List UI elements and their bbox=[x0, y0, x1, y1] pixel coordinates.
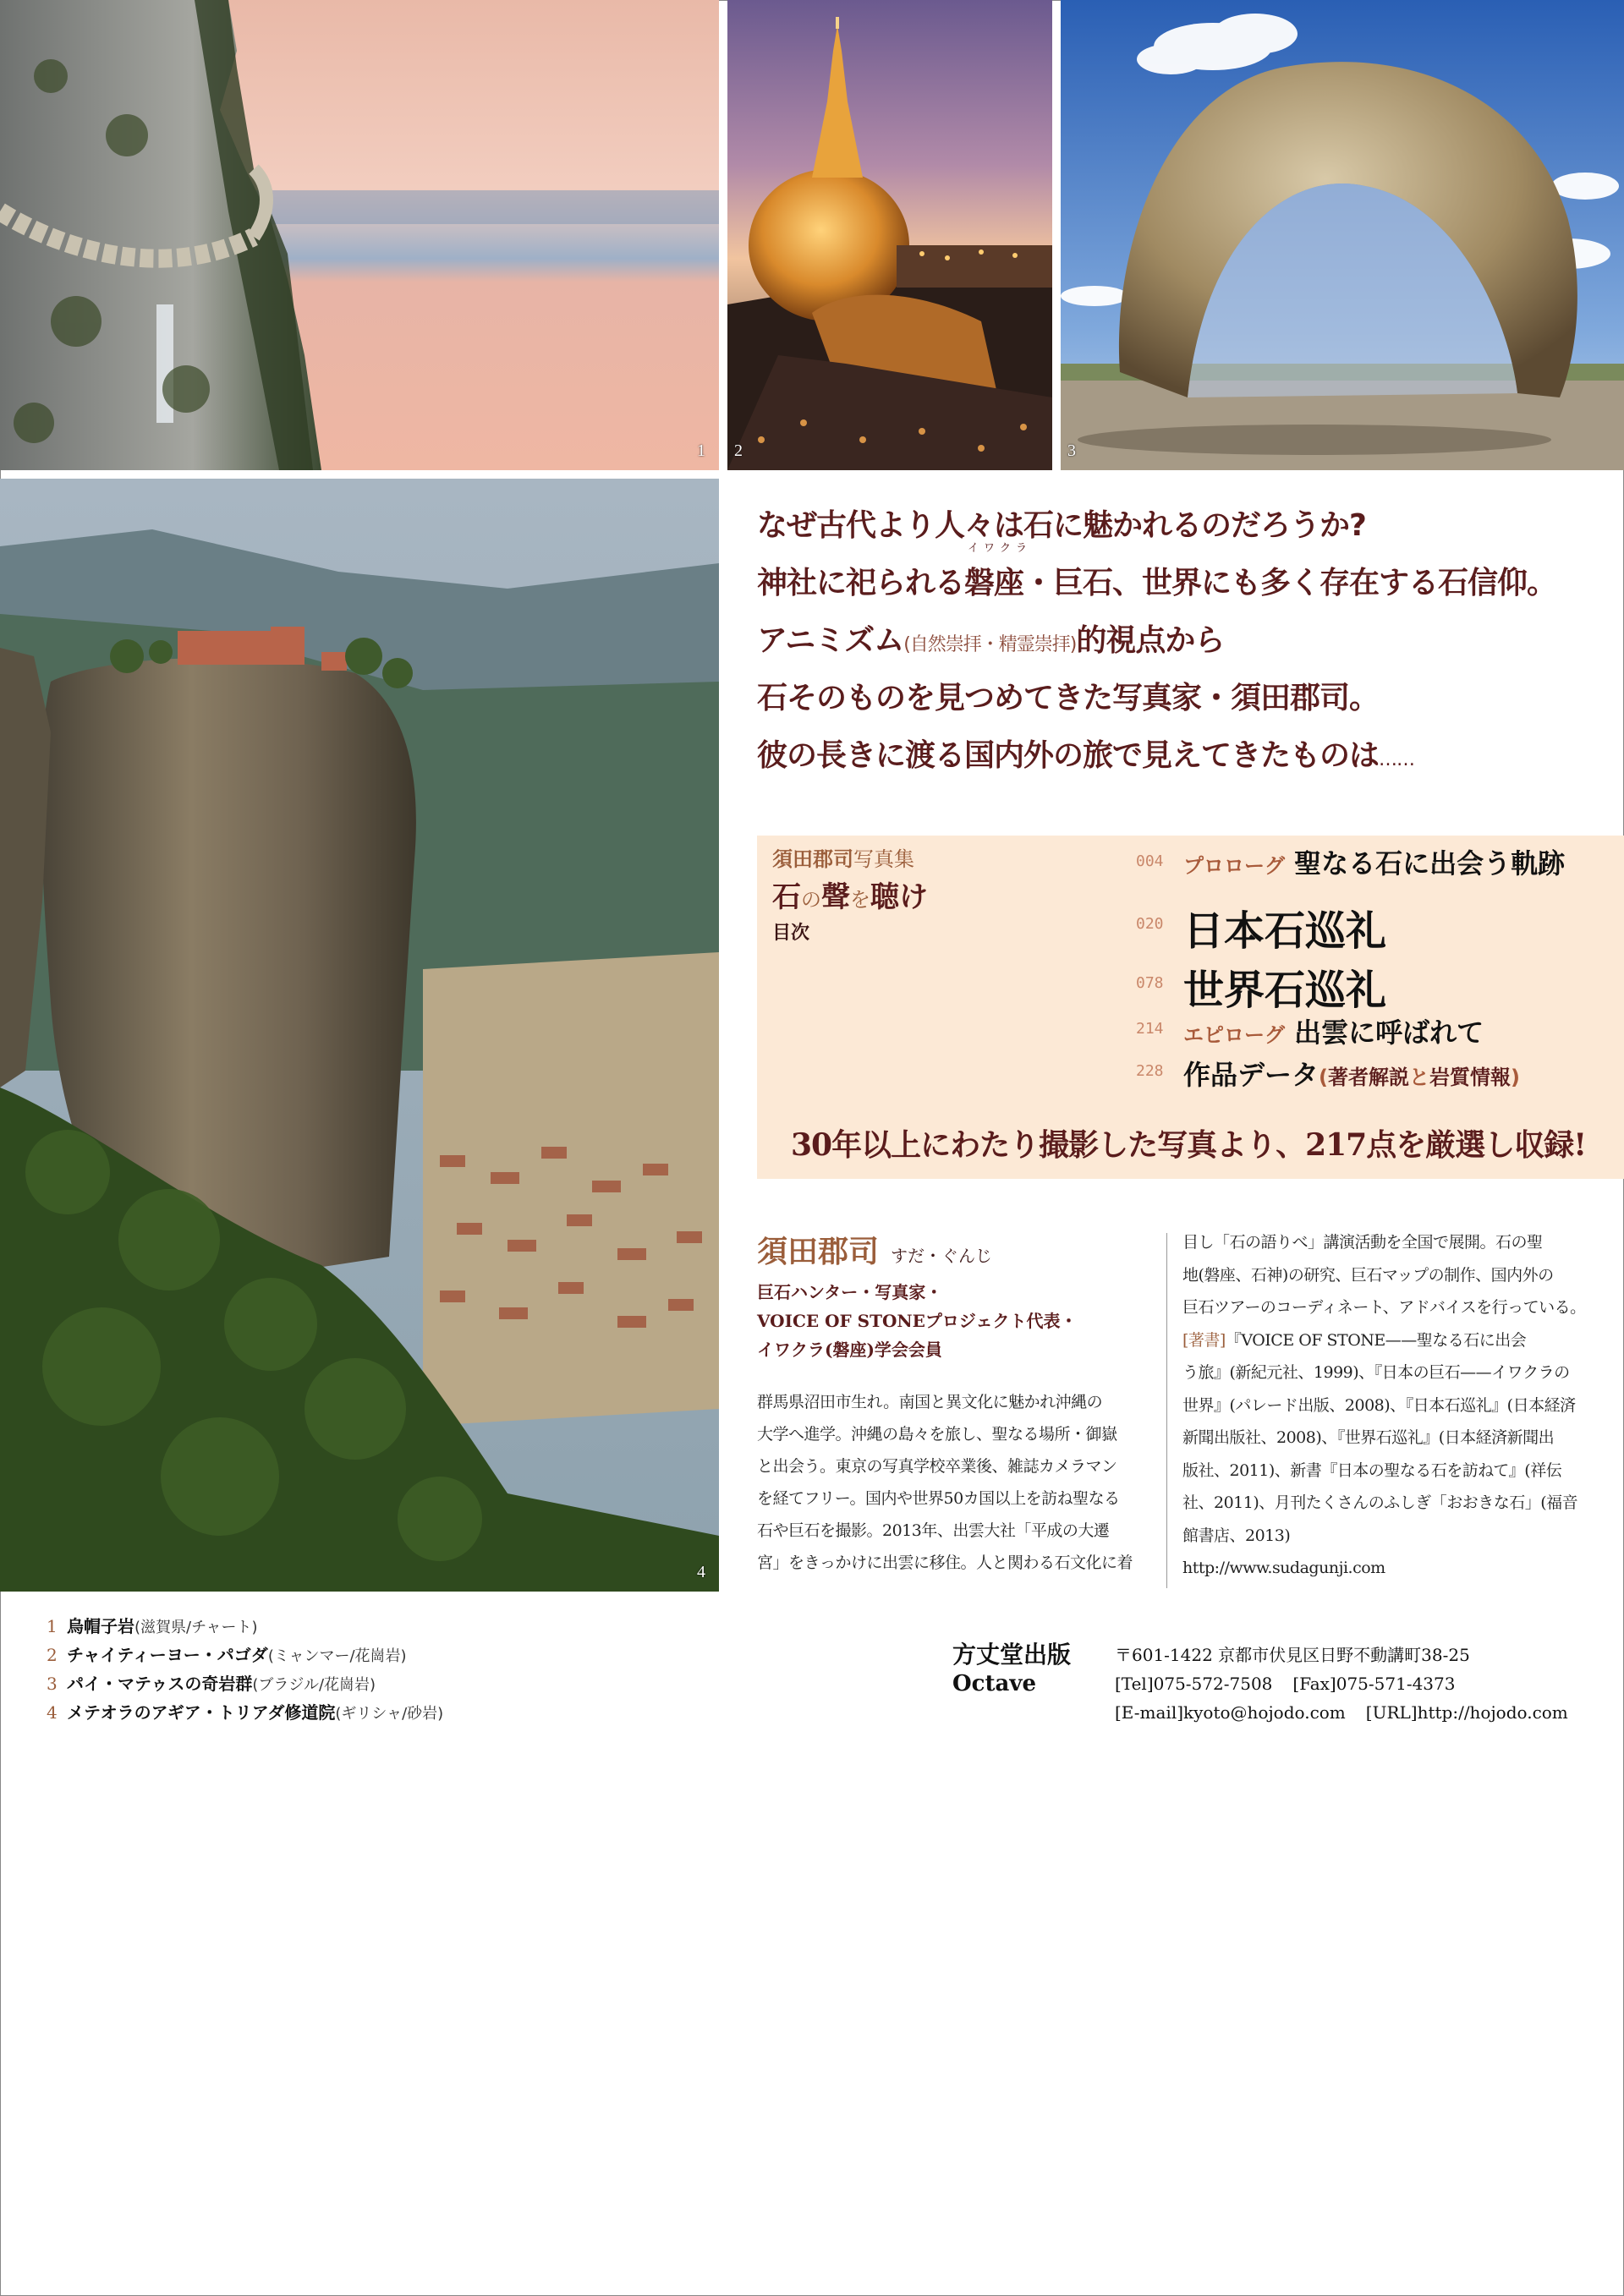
photo-captions bbox=[47, 1612, 443, 1727]
bio-line: 世界』(パレード出版、2008)、『日本石巡礼』(日本経済 bbox=[1182, 1395, 1576, 1415]
headline-line-3 bbox=[757, 612, 1611, 670]
toc-note: と bbox=[1408, 1066, 1429, 1089]
toc-label bbox=[1183, 1011, 1484, 1050]
toc-item[interactable] bbox=[1136, 952, 1622, 1014]
author-name: 須田郡司 bbox=[772, 847, 853, 871]
toc-label: 日本石巡礼 bbox=[1183, 907, 1387, 955]
bio-role: VOICE OF STONEプロジェクト代表・ bbox=[757, 1311, 1078, 1331]
title-part: 聴け bbox=[870, 880, 928, 914]
iwakura-ruby: イワクラ bbox=[968, 542, 1033, 555]
toc-page-number: 078 bbox=[1136, 974, 1164, 992]
publisher-contact bbox=[1115, 1641, 1568, 1727]
caption-item bbox=[47, 1612, 443, 1641]
bio-line: 大学へ進学。沖縄の島々を旅し、聖なる場所・御嶽 bbox=[757, 1425, 1117, 1444]
iwakura-kanji: 磐座 bbox=[964, 566, 1024, 600]
author-bio bbox=[757, 1228, 1163, 1579]
works-label: [著書] bbox=[1182, 1330, 1226, 1350]
photo-number: 3 bbox=[1067, 441, 1076, 460]
toc-prefix: エピローグ bbox=[1183, 1023, 1285, 1047]
photo-number: 1 bbox=[697, 441, 705, 460]
title-part: 聲 bbox=[821, 880, 850, 914]
caption-location: (ミャンマー/花崗岩) bbox=[267, 1647, 407, 1665]
publisher-name: 方丈堂出版 bbox=[952, 1641, 1072, 1669]
caption-number: 2 bbox=[47, 1645, 58, 1665]
publisher-fax: [Fax]075-571-4373 bbox=[1292, 1674, 1456, 1694]
toc-item[interactable] bbox=[1136, 1054, 1622, 1096]
bio-line: 館書店、2013) bbox=[1182, 1526, 1291, 1545]
toc-note: ( bbox=[1319, 1066, 1328, 1089]
contents-label: 目次 bbox=[772, 923, 810, 944]
caption-location: (ギリシャ/砂岩) bbox=[335, 1705, 444, 1723]
bio-role: イワクラ(磐座)学会会員 bbox=[757, 1340, 942, 1360]
publisher-tel: [Tel]075-572-7508 bbox=[1115, 1674, 1273, 1694]
iwakura-word bbox=[964, 542, 1033, 612]
photo-eboshi-rock bbox=[0, 0, 719, 470]
headline bbox=[757, 497, 1611, 785]
bio-text bbox=[757, 1386, 1163, 1579]
toc-item[interactable] bbox=[1136, 1011, 1622, 1054]
toc-note: 岩質情報 bbox=[1429, 1066, 1511, 1089]
toc-page-number: 214 bbox=[1136, 1020, 1164, 1038]
table-of-contents bbox=[757, 836, 1624, 1179]
publisher-phone-row bbox=[1115, 1669, 1568, 1698]
bio-line: 目し「石の語りべ」講演活動を全国で展開。石の聖 bbox=[1182, 1233, 1543, 1252]
publisher-latin-name: Octave bbox=[952, 1671, 1036, 1696]
headline-text: 的視点から bbox=[1076, 623, 1225, 658]
toc-list bbox=[1136, 842, 1622, 1096]
bio-role: 巨石ハンター・写真家・ bbox=[757, 1282, 943, 1302]
headline-text: ・巨石、世界にも多く存在する石信仰。 bbox=[1023, 566, 1557, 600]
photo-number: 4 bbox=[697, 1563, 705, 1581]
title-part: を bbox=[850, 888, 870, 912]
bio-reading: すだ・ぐんじ bbox=[891, 1246, 993, 1266]
caption-name: チャイティーヨー・パゴダ bbox=[67, 1645, 268, 1665]
bio-line: 群馬県沼田市生れ。南国と異文化に魅かれ沖縄の bbox=[757, 1393, 1103, 1411]
publisher-url-link[interactable]: [URL]http://hojodo.com bbox=[1365, 1702, 1568, 1723]
caption-number: 4 bbox=[47, 1702, 58, 1723]
headline-ellipsis: …… bbox=[1379, 749, 1415, 770]
photo-golden-rock-pagoda bbox=[727, 0, 1052, 470]
bio-line: と出会う。東京の写真学校卒業後、雑誌カメラマン bbox=[757, 1457, 1117, 1476]
toc-label bbox=[1183, 842, 1565, 881]
toc-label: 世界石巡礼 bbox=[1183, 967, 1387, 1014]
toc-label bbox=[1183, 1054, 1520, 1093]
toc-item[interactable] bbox=[1136, 893, 1622, 955]
toc-banner: 30年以上にわたり撮影した写真より、217点を厳選し収録! bbox=[790, 1127, 1587, 1163]
headline-line-1: なぜ古代より人々は石に魅かれるのだろうか? bbox=[757, 508, 1366, 543]
bio-line: 宮」をきっかけに出雲に移住。人と関わる石文化に着 bbox=[757, 1553, 1133, 1572]
bio-name: 須田郡司 bbox=[757, 1235, 880, 1269]
bio-line: 版社、2011)、新書『日本の聖なる石を訪ねて』(祥伝 bbox=[1182, 1460, 1562, 1480]
caption-number: 3 bbox=[47, 1674, 58, 1694]
caption-item bbox=[47, 1698, 443, 1727]
headline-text: 彼の長きに渡る国内外の旅で見えてきたものは bbox=[757, 738, 1380, 773]
bio-line bbox=[1182, 1324, 1622, 1357]
bio-text-span: 『VOICE OF STONE——聖なる石に出会 bbox=[1225, 1330, 1527, 1350]
bio-divider bbox=[1166, 1233, 1167, 1588]
toc-page-number: 228 bbox=[1136, 1062, 1164, 1080]
author-sub: 写真集 bbox=[853, 847, 914, 871]
caption-number: 1 bbox=[47, 1616, 58, 1636]
publisher-logo bbox=[952, 1641, 1071, 1698]
toc-title: 聖なる石に出会う軌跡 bbox=[1294, 847, 1566, 879]
title-part: の bbox=[801, 888, 821, 912]
bio-line: 石や巨石を撮影。2013年、出雲大社「平成の大遷 bbox=[757, 1521, 1110, 1540]
photo-pai-mateus-rocks bbox=[1061, 0, 1624, 470]
photo-meteora-monastery bbox=[0, 479, 719, 1592]
caption-item bbox=[47, 1669, 443, 1698]
headline-line-2 bbox=[757, 542, 1611, 612]
book-heading bbox=[772, 842, 928, 945]
headline-paren: (自然崇拝・精霊崇拝) bbox=[903, 634, 1077, 655]
headline-text: アニミズム bbox=[757, 623, 904, 658]
caption-name: パイ・マテゥスの奇岩群 bbox=[67, 1674, 253, 1694]
toc-note: ) bbox=[1510, 1066, 1520, 1089]
bio-line: 地(磐座、石神)の研究、巨石マップの制作、国内外の bbox=[1182, 1265, 1554, 1285]
caption-name: 烏帽子岩 bbox=[67, 1616, 134, 1636]
bio-name-row bbox=[757, 1228, 1163, 1271]
caption-name: メテオラのアギア・トリアダ修道院 bbox=[67, 1702, 336, 1723]
toc-page-number: 020 bbox=[1136, 915, 1164, 933]
photo-number: 2 bbox=[734, 441, 743, 460]
bio-line: を経てフリー。国内や世界50カ国以上を訪ね聖なる bbox=[757, 1489, 1120, 1508]
caption-location: (ブラジル/花崗岩) bbox=[252, 1676, 376, 1694]
book-title bbox=[772, 874, 928, 915]
toc-prefix: プロローグ bbox=[1183, 854, 1285, 878]
publisher-address: 〒601-1422 京都市伏見区日野不動講町38-25 bbox=[1115, 1645, 1470, 1665]
toc-title: 出雲に呼ばれて bbox=[1294, 1016, 1484, 1049]
title-part: 石 bbox=[772, 880, 801, 914]
headline-text: 神社に祀られる bbox=[757, 566, 965, 600]
author-website-link[interactable]: http://www.sudagunji.com bbox=[1182, 1559, 1385, 1577]
publisher-web-row bbox=[1115, 1698, 1568, 1727]
toc-item[interactable] bbox=[1136, 842, 1622, 893]
caption-item bbox=[47, 1641, 443, 1669]
publisher-email-link[interactable]: [E-mail]kyoto@hojodo.com bbox=[1115, 1702, 1346, 1723]
headline-line-5 bbox=[757, 727, 1611, 785]
book-author bbox=[772, 842, 928, 872]
bio-line: 巨石ツアーのコーディネート、アドバイスを行っている。 bbox=[1182, 1298, 1586, 1317]
bio-line: う旅』(新紀元社、1999)、『日本の巨石——イワクラの bbox=[1182, 1363, 1570, 1382]
toc-title: 作品データ bbox=[1183, 1059, 1320, 1091]
headline-line-4: 石そのものを見つめてきた写真家・須田郡司。 bbox=[757, 681, 1380, 715]
bio-line: 社、2011)、月刊たくさんのふしぎ「おおきな石」(福音 bbox=[1182, 1493, 1578, 1512]
caption-location: (滋賀県/チャート) bbox=[134, 1619, 258, 1636]
toc-note: 著者解説 bbox=[1327, 1066, 1409, 1089]
bio-line: 新聞出版社、2008)、『世界石巡礼』(日本経済新聞出 bbox=[1182, 1428, 1555, 1447]
bio-continued bbox=[1182, 1226, 1622, 1585]
toc-page-number: 004 bbox=[1136, 852, 1164, 870]
